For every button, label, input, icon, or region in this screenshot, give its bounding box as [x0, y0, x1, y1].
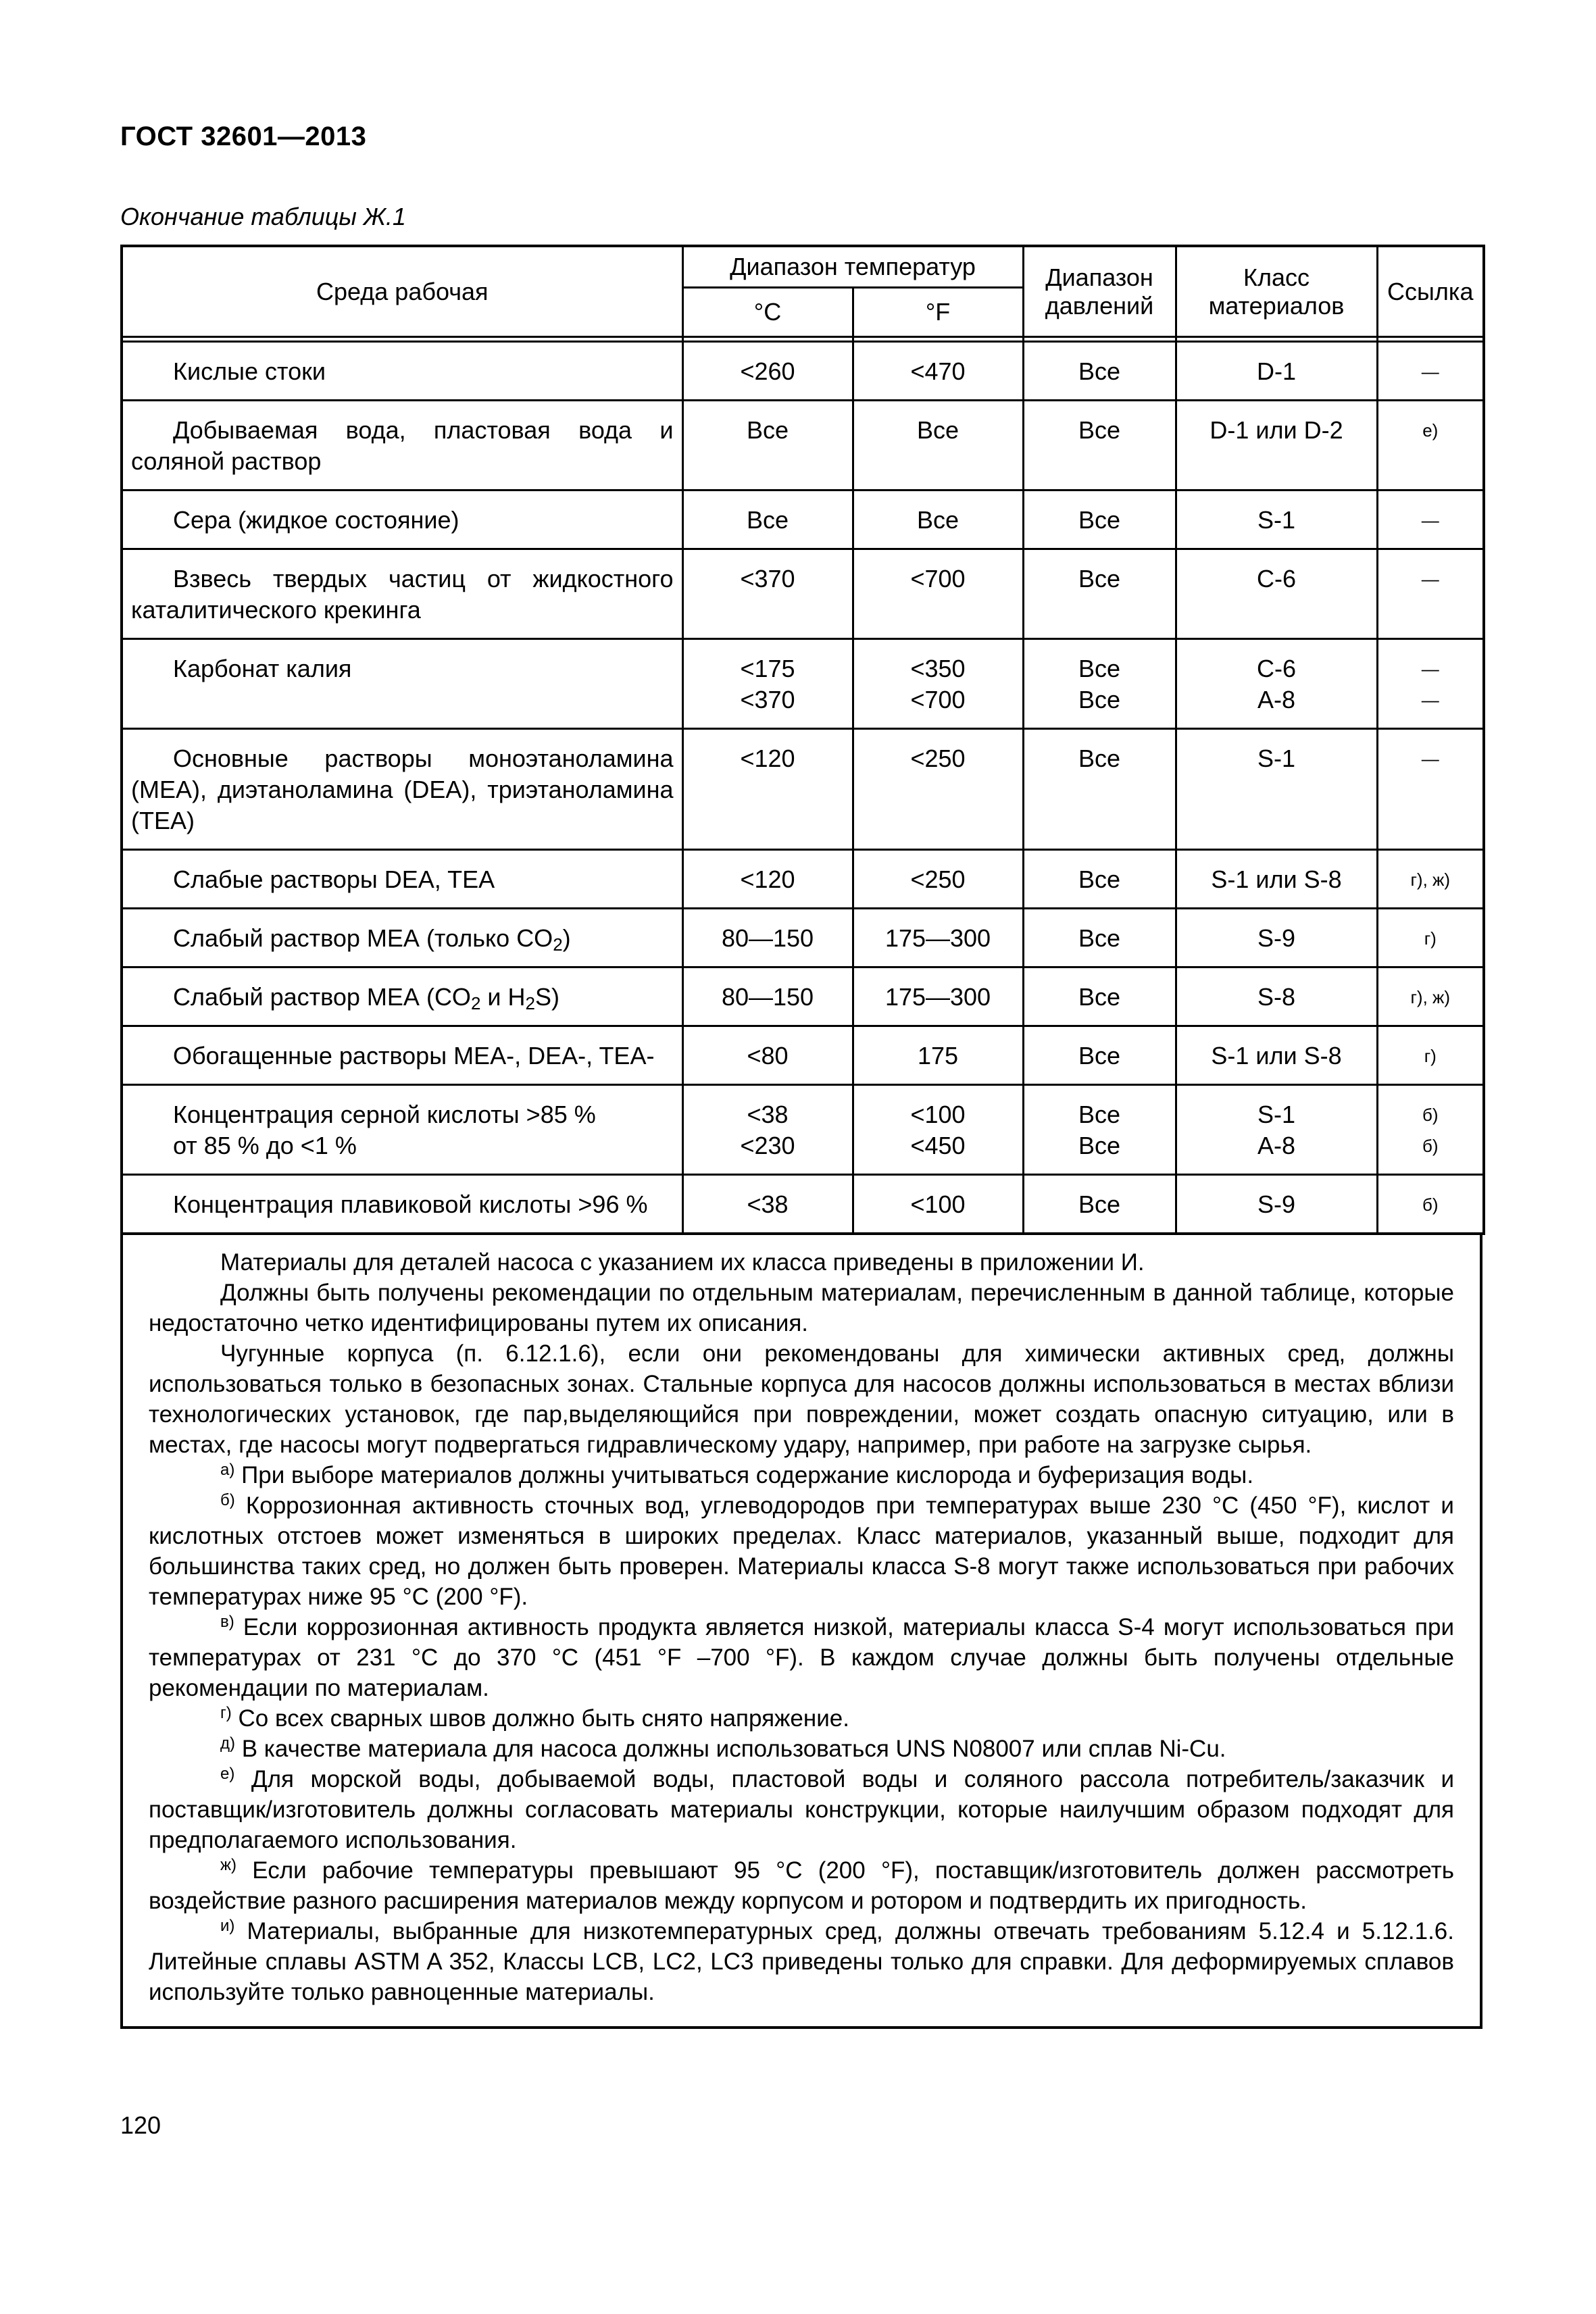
medium-line: Слабые растворы DEA, TEA — [173, 865, 495, 893]
note-paragraph — [149, 1612, 1454, 1703]
cell-pressure-value: Все — [1078, 686, 1121, 713]
table-row — [122, 909, 1484, 967]
header-temp-f: °F — [853, 288, 1023, 337]
header-medium: Среда рабочая — [122, 246, 682, 337]
page-number: 120 — [120, 2111, 161, 2139]
cell-pressure — [1023, 1175, 1176, 1234]
table-row — [122, 549, 1484, 639]
cell-temp-c — [682, 401, 853, 491]
note-text: Материалы для деталей насоса с указанием их класса приведены в приложении И. — [220, 1249, 1145, 1276]
cell-temp-f-value: <250 — [910, 745, 966, 772]
cell-pressure — [1023, 729, 1176, 850]
note-text: Если рабочие температуры превышают 95 °C (200 °F), поставщик/изготовитель должен рассмотреть воздействие разного расширения материалов между корпусом и ротором и подтвердить их пригодность. — [149, 1857, 1454, 1914]
cell-temp-f-value: 175—300 — [884, 983, 991, 1011]
cell-temp-c — [682, 850, 853, 909]
cell-material-class — [1176, 729, 1377, 850]
cell-pressure — [1023, 1026, 1176, 1085]
note-paragraph — [149, 1490, 1454, 1612]
cell-material-class-value: S-1 или S-8 — [1211, 865, 1342, 893]
medium-line: Кислые стоки — [173, 357, 326, 385]
cell-material-class — [1176, 549, 1377, 639]
note-text: В качестве материала для насоса должны использоваться UNS N08007 или сплав Ni-Cu. — [241, 1736, 1226, 1762]
cell-material-class-value: S-9 — [1257, 924, 1296, 952]
cell-temp-f-value: <450 — [910, 1132, 966, 1159]
cell-reference — [1377, 729, 1484, 850]
cell-temp-c-value: <370 — [740, 686, 795, 713]
cell-temp-f — [853, 909, 1023, 967]
cell-temp-c-value: 80—150 — [721, 924, 814, 952]
cell-pressure — [1023, 549, 1176, 639]
cell-medium — [122, 729, 682, 850]
cell-pressure-value: Все — [1078, 565, 1121, 593]
cell-material-class-value: S-1 — [1257, 1101, 1296, 1128]
note-paragraph — [149, 1916, 1454, 2007]
note-text: Для морской воды, добываемой воды, пластовой воды и соляного рассола потребитель/заказчик и поставщик/изготовитель должны согласовать материалы конструкции, которые наилучшим образом подходят для предполагаемого использования. — [149, 1766, 1454, 1853]
table-notes — [120, 1235, 1482, 2029]
cell-reference-value: — — [1421, 749, 1439, 769]
cell-medium — [122, 1085, 682, 1175]
cell-temp-f-value: <100 — [910, 1190, 966, 1218]
cell-material-class — [1176, 342, 1377, 401]
medium-line: Слабый раствор МЕА ($CO_2$ и $H_2S$) — [173, 983, 560, 1013]
note-text: Должны быть получены рекомендации по отдельным материалам, перечисленным в данной таблице, которые недостаточно четко идентифицированы путем их описания. — [149, 1280, 1454, 1336]
cell-pressure-value: Все — [1078, 865, 1121, 893]
cell-reference — [1377, 909, 1484, 967]
cell-reference-value: — — [1421, 659, 1439, 679]
cell-pressure-value: Все — [1078, 745, 1121, 772]
cell-temp-f — [853, 850, 1023, 909]
cell-material-class-value: D-1 — [1257, 357, 1297, 385]
table-row — [122, 1175, 1484, 1234]
cell-temp-f — [853, 729, 1023, 850]
cell-temp-c-value: Все — [746, 506, 789, 534]
cell-pressure-value: Все — [1078, 983, 1121, 1011]
cell-material-class — [1176, 909, 1377, 967]
cell-material-class-value: S-1 или S-8 — [1211, 1042, 1342, 1070]
cell-reference-value: г) — [1424, 928, 1437, 949]
medium-line: Взвесь твердых частиц от жидкостного каталитического крекинга — [131, 565, 674, 624]
header-material-class: Класс материалов — [1176, 246, 1377, 337]
cell-pressure-value: Все — [1078, 1190, 1121, 1218]
note-mark: и) — [220, 1917, 235, 1935]
cell-reference — [1377, 401, 1484, 491]
note-paragraph — [149, 1764, 1454, 1855]
cell-reference — [1377, 491, 1484, 549]
cell-temp-c — [682, 639, 853, 729]
cell-material-class-value: C-6 — [1257, 565, 1297, 593]
cell-material-class-value: A-8 — [1257, 1132, 1296, 1159]
materials-table — [120, 245, 1485, 1235]
medium-line: Обогащенные растворы MEA-, DEA-, TEA- — [173, 1042, 655, 1070]
cell-reference — [1377, 549, 1484, 639]
cell-pressure — [1023, 491, 1176, 549]
cell-temp-c — [682, 342, 853, 401]
cell-pressure-value: Все — [1078, 655, 1121, 682]
cell-reference — [1377, 967, 1484, 1026]
cell-reference-value: — — [1421, 510, 1439, 530]
cell-material-class — [1176, 1085, 1377, 1175]
cell-temp-c — [682, 1026, 853, 1085]
table-row — [122, 1026, 1484, 1085]
cell-temp-c-value: <120 — [740, 865, 795, 893]
cell-pressure — [1023, 909, 1176, 967]
cell-temp-c-value: <370 — [740, 565, 795, 593]
cell-material-class — [1176, 850, 1377, 909]
cell-temp-c-value: <120 — [740, 745, 795, 772]
cell-material-class-value: S-1 — [1257, 745, 1296, 772]
note-text: Материалы, выбранные для низкотемпературных сред, должны отвечать требованиям 5.12.4 и 5.12.1.6. Литейные сплавы ASTM A 352, Классы LCB, LC2, LC3 приведены только для справки. Для деформируемых сплавов используйте только равноценные материалы. — [149, 1918, 1454, 2005]
cell-reference-value: — — [1421, 690, 1439, 710]
cell-temp-c — [682, 967, 853, 1026]
materials-table-wrapper — [120, 245, 1482, 2029]
table-row — [122, 967, 1484, 1026]
cell-pressure-value: Все — [1078, 416, 1121, 444]
cell-reference-value: — — [1421, 361, 1439, 382]
cell-material-class-value: S-8 — [1257, 983, 1296, 1011]
cell-reference-value: г) — [1424, 1046, 1437, 1066]
cell-material-class — [1176, 1026, 1377, 1085]
note-text: Коррозионная активность сточных вод, углеводородов при температурах выше 230 °C (450 °F), кислот и кислотных отстоев может изменяться в широких пределах. Класс материалов, указанный выше, подходит для большинства таких сред, но должен быть проверен. Материалы класса S-8 могут также использоваться при рабочих температурах ниже 95 °C (200 °F). — [149, 1492, 1454, 1610]
cell-medium — [122, 549, 682, 639]
cell-temp-f — [853, 491, 1023, 549]
cell-medium — [122, 401, 682, 491]
cell-pressure — [1023, 967, 1176, 1026]
table-row — [122, 491, 1484, 549]
table-body — [122, 342, 1484, 1234]
cell-temp-c — [682, 549, 853, 639]
medium-line: Сера (жидкое состояние) — [173, 506, 459, 534]
cell-temp-f — [853, 549, 1023, 639]
document-header: ГОСТ 32601—2013 — [120, 122, 367, 151]
medium-line: Основные растворы моноэтаноламина (МЕА), диэтаноламина (DEA), триэтаноламина (TEA) — [131, 745, 674, 834]
note-mark: б) — [220, 1491, 235, 1509]
note-text: Чугунные корпуса (п. 6.12.1.6), если они рекомендованы для химически активных сред, должны использоваться только в безопасных зонах. Стальные корпуса для насосов должны использоваться в местах вблизи технологических установок, где пар,выделяющийся при повреждении, может создать опасную ситуацию, или в местах, где насосы могут подвергаться гидравлическому удару, например, при работе на загрузке сырья. — [149, 1340, 1454, 1458]
header-reference: Ссылка — [1377, 246, 1484, 337]
note-text: Со всех сварных швов должно быть снято напряжение. — [238, 1705, 849, 1732]
cell-temp-f — [853, 1085, 1023, 1175]
note-mark: е) — [220, 1765, 235, 1783]
cell-temp-f — [853, 967, 1023, 1026]
cell-reference-value: — — [1421, 569, 1439, 589]
cell-temp-f-value: Все — [916, 416, 959, 444]
cell-pressure — [1023, 639, 1176, 729]
cell-medium — [122, 1026, 682, 1085]
cell-reference-value: б) — [1422, 1136, 1439, 1156]
cell-medium — [122, 850, 682, 909]
cell-temp-c-value: <38 — [747, 1190, 789, 1218]
cell-reference — [1377, 342, 1484, 401]
cell-reference-value: е) — [1422, 420, 1439, 441]
cell-temp-f — [853, 639, 1023, 729]
cell-pressure — [1023, 342, 1176, 401]
cell-reference — [1377, 850, 1484, 909]
cell-temp-c-value: <260 — [740, 357, 795, 385]
medium-line: Карбонат калия — [173, 655, 352, 682]
table-row — [122, 850, 1484, 909]
table-row — [122, 401, 1484, 491]
note-mark: д) — [220, 1734, 235, 1753]
cell-pressure-value: Все — [1078, 1042, 1121, 1070]
cell-material-class — [1176, 1175, 1377, 1234]
note-mark: г) — [220, 1704, 232, 1722]
note-paragraph — [149, 1460, 1454, 1490]
cell-reference-value: г), ж) — [1410, 870, 1451, 890]
cell-material-class-value: C-6 — [1257, 655, 1297, 682]
note-text: Если коррозионная активность продукта является низкой, материалы класса S-4 могут использоваться при температурах от 231 °C до 370 °C (451 °F –700 °F). В каждом случае должны быть получены отдельные рекомендации по материалам. — [149, 1614, 1454, 1701]
cell-temp-c — [682, 1175, 853, 1234]
note-mark: в) — [220, 1613, 234, 1631]
cell-material-class — [1176, 491, 1377, 549]
cell-temp-f — [853, 1175, 1023, 1234]
cell-medium — [122, 639, 682, 729]
cell-temp-f-value: 175 — [917, 1042, 959, 1070]
medium-line: Концентрация серной кислоты >85 % — [173, 1101, 596, 1128]
note-text: При выборе материалов должны учитываться содержание кислорода и буферизация воды. — [241, 1462, 1254, 1488]
cell-temp-f — [853, 342, 1023, 401]
cell-medium — [122, 909, 682, 967]
table-row — [122, 1085, 1484, 1175]
medium-line: Концентрация плавиковой кислоты >96 % — [173, 1190, 648, 1218]
cell-reference-value: г), ж) — [1410, 987, 1451, 1007]
cell-material-class — [1176, 639, 1377, 729]
cell-temp-f-value: <100 — [910, 1101, 966, 1128]
note-paragraph — [149, 1338, 1454, 1460]
note-mark: а) — [220, 1461, 235, 1479]
cell-temp-c-value: <230 — [740, 1132, 795, 1159]
note-paragraph — [149, 1278, 1454, 1338]
note-mark: ж) — [220, 1856, 237, 1874]
cell-temp-f-value: <470 — [910, 357, 966, 385]
cell-material-class-value: S-9 — [1257, 1190, 1296, 1218]
cell-reference — [1377, 1026, 1484, 1085]
cell-material-class-value: S-1 — [1257, 506, 1296, 534]
cell-temp-c — [682, 729, 853, 850]
cell-temp-c — [682, 491, 853, 549]
cell-material-class-value: D-1 или D-2 — [1210, 416, 1343, 444]
cell-pressure — [1023, 1085, 1176, 1175]
cell-temp-f — [853, 1026, 1023, 1085]
header-temp-c: °C — [682, 288, 853, 337]
table-header — [122, 246, 1484, 342]
header-temp-range: Диапазон температур — [682, 246, 1023, 288]
cell-reference-value: б) — [1422, 1105, 1439, 1125]
note-paragraph — [149, 1734, 1454, 1764]
cell-temp-f-value: <350 — [910, 655, 966, 682]
cell-temp-f-value: Все — [916, 506, 959, 534]
cell-reference — [1377, 1175, 1484, 1234]
cell-pressure — [1023, 401, 1176, 491]
cell-temp-f-value: <250 — [910, 865, 966, 893]
cell-temp-f-value: <700 — [910, 565, 966, 593]
cell-pressure-value: Все — [1078, 506, 1121, 534]
header-pressure: Диапазон давлений — [1023, 246, 1176, 337]
cell-medium — [122, 967, 682, 1026]
cell-pressure-value: Все — [1078, 1132, 1121, 1159]
table-caption: Окончание таблицы Ж.1 — [120, 203, 406, 230]
cell-temp-c — [682, 909, 853, 967]
cell-medium — [122, 342, 682, 401]
cell-medium — [122, 491, 682, 549]
cell-temp-f — [853, 401, 1023, 491]
medium-line: Слабый раствор МЕА (только $CO_2$) — [173, 924, 571, 955]
cell-temp-c-value: <175 — [740, 655, 795, 682]
cell-temp-c-value: Все — [746, 416, 789, 444]
table-row — [122, 729, 1484, 850]
medium-line: Добываемая вода, пластовая вода и соляной раствор — [131, 416, 674, 475]
cell-pressure-value: Все — [1078, 357, 1121, 385]
cell-reference — [1377, 639, 1484, 729]
note-paragraph — [149, 1855, 1454, 1916]
table-row — [122, 639, 1484, 729]
note-paragraph — [149, 1703, 1454, 1734]
cell-pressure — [1023, 850, 1176, 909]
table-row — [122, 342, 1484, 401]
cell-reference-value: б) — [1422, 1194, 1439, 1215]
cell-reference — [1377, 1085, 1484, 1175]
cell-temp-c-value: <80 — [747, 1042, 789, 1070]
cell-temp-f-value: 175—300 — [884, 924, 991, 952]
cell-temp-c-value: 80—150 — [721, 983, 814, 1011]
note-paragraph — [149, 1247, 1454, 1278]
cell-material-class — [1176, 967, 1377, 1026]
cell-pressure-value: Все — [1078, 1101, 1121, 1128]
cell-material-class — [1176, 401, 1377, 491]
cell-temp-c — [682, 1085, 853, 1175]
cell-temp-f-value: <700 — [910, 686, 966, 713]
cell-material-class-value: A-8 — [1257, 686, 1296, 713]
cell-medium — [122, 1175, 682, 1234]
cell-pressure-value: Все — [1078, 924, 1121, 952]
medium-line: от 85 % до <1 % — [173, 1132, 357, 1159]
cell-temp-c-value: <38 — [747, 1101, 789, 1128]
